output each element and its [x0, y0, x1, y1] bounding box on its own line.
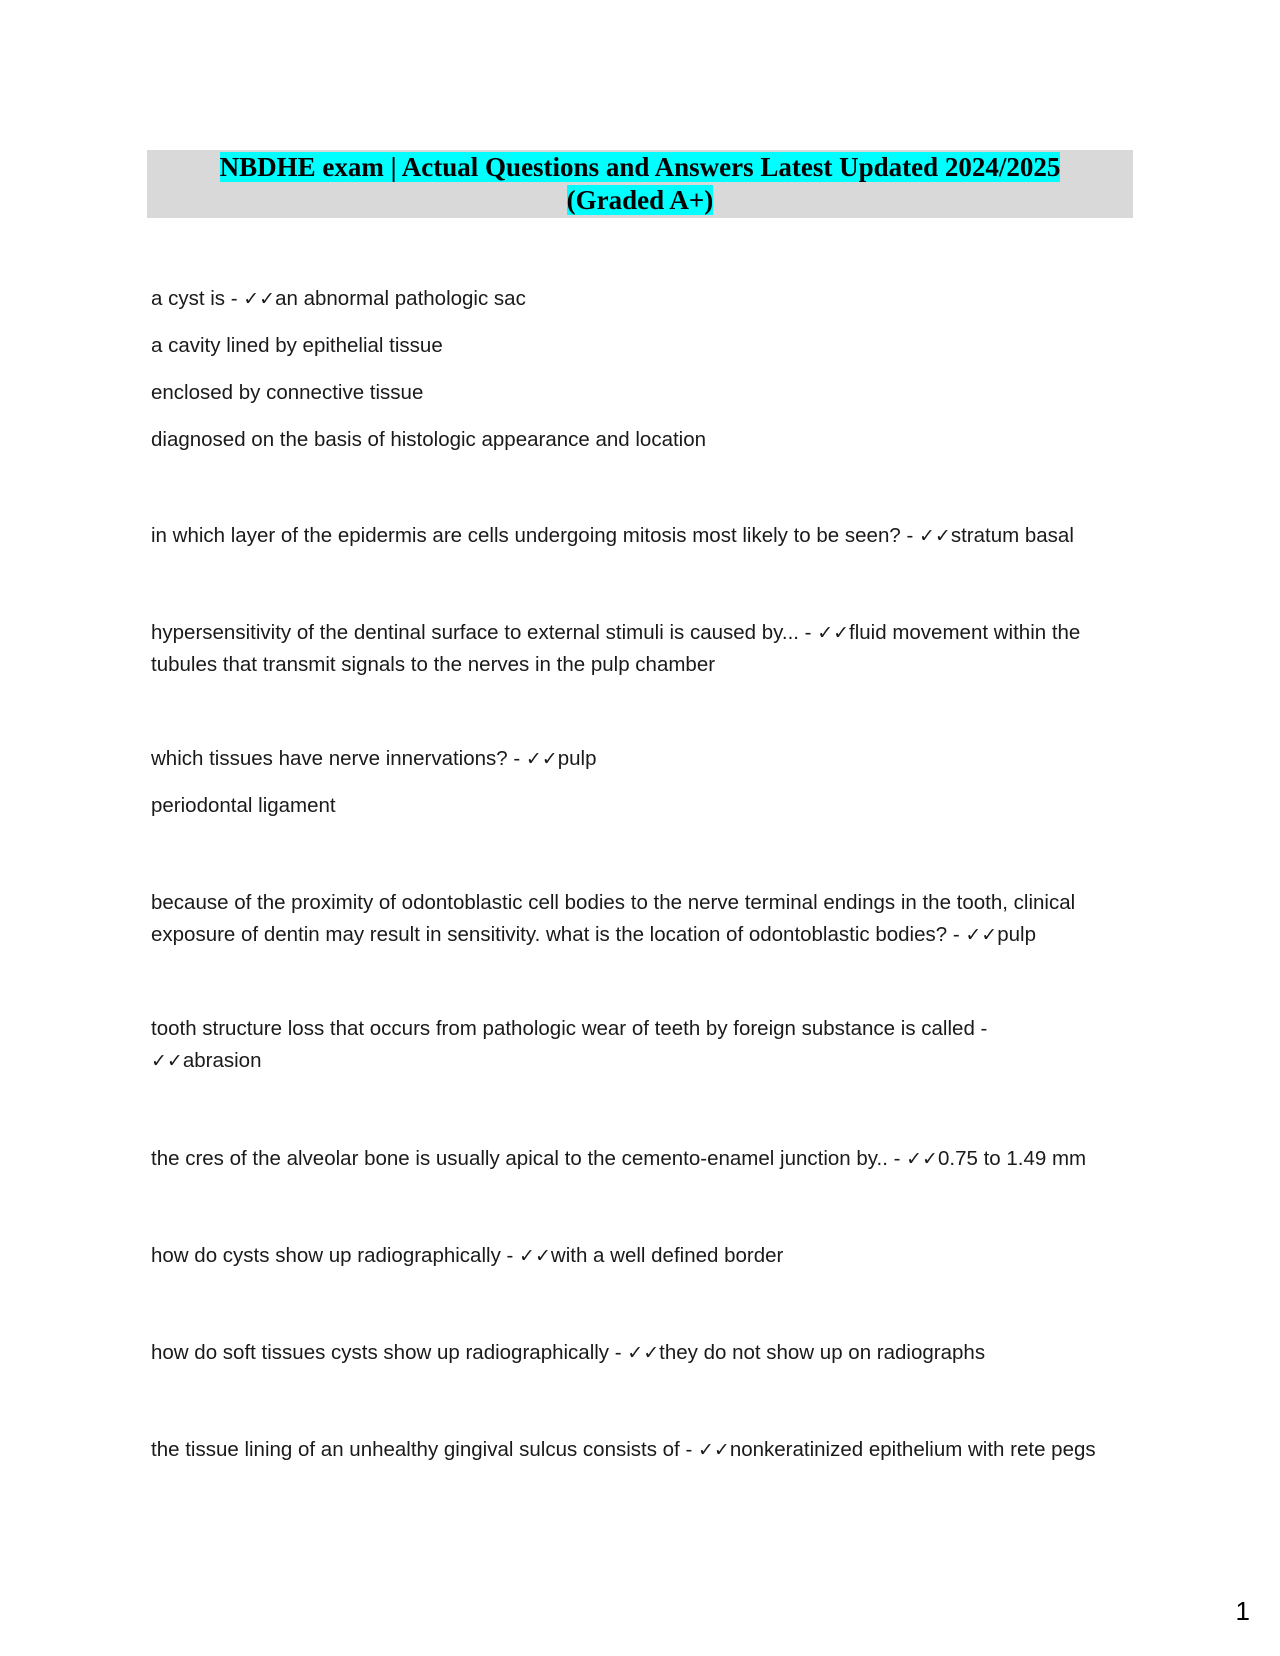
question-text: hypersensitivity of the dentinal surface to external stimuli is caused by... — [151, 621, 799, 644]
double-check-icon: ✓✓ — [918, 525, 951, 547]
separator: - — [609, 1341, 628, 1364]
answer-continuation — [151, 330, 1141, 362]
separator: - — [974, 1017, 988, 1040]
qa-entry — [151, 1434, 1141, 1466]
qa-entry — [151, 520, 1141, 552]
answer-continuation — [151, 790, 1141, 822]
title-line-2: (Graded A+) — [566, 185, 714, 215]
answer-continuation — [151, 424, 1141, 456]
separator: - — [947, 923, 966, 946]
question-text: how do soft tissues cysts show up radiographically — [151, 1341, 610, 1364]
question-text: how do cysts show up radiographically — [151, 1244, 501, 1267]
answer-line: diagnosed on the basis of histologic appearance and location — [151, 428, 707, 451]
separator: - — [500, 1244, 520, 1267]
double-check-icon: ✓✓ — [697, 1439, 730, 1461]
double-check-icon: ✓✓ — [965, 924, 998, 946]
answer-text: with a well defined border — [550, 1244, 784, 1267]
answer-line: periodontal ligament — [151, 794, 336, 817]
separator: - — [225, 287, 244, 310]
answer-text: fluid movement within the tubules that transmit signals to the nerves in the pulp chamber — [151, 621, 1081, 676]
answer-text: pulp — [997, 923, 1036, 946]
separator: - — [507, 747, 526, 770]
answer-text: 0.75 to 1.49 mm — [937, 1147, 1087, 1170]
answer-text: nonkeratinized epithelium with rete pegs — [729, 1438, 1096, 1461]
question-text: the tissue lining of an unhealthy gingival sulcus consists of — [151, 1438, 680, 1461]
answer-line: a cavity lined by epithelial tissue — [151, 334, 443, 357]
answer-text: pulp — [557, 747, 597, 770]
qa-entry — [151, 1337, 1141, 1369]
answer-text: they do not show up on radiographs — [659, 1341, 986, 1364]
qa-entry — [151, 743, 1141, 775]
answer-line: enclosed by connective tissue — [151, 381, 424, 404]
question-text: tooth structure loss that occurs from pathologic wear of teeth by foreign substance is called — [151, 1017, 975, 1040]
answer-text: an abnormal pathologic sac — [275, 287, 526, 310]
double-check-icon: ✓✓ — [817, 622, 850, 644]
question-text: because of the proximity of odontoblastic cell bodies to the nerve terminal endings in the tooth, clinical exposure of dentin may result in sensitivity. what is the location of odontoblastic bodies? — [151, 891, 1076, 946]
page-number: 1 — [1235, 1596, 1250, 1626]
question-text: a cyst is — [151, 287, 226, 310]
title-line-1: NBDHE exam | Actual Questions and Answers Latest Updated 2024/2025 — [219, 152, 1061, 182]
double-check-icon: ✓✓ — [519, 1245, 551, 1267]
separator: - — [900, 524, 919, 547]
qa-entry — [151, 1143, 1141, 1175]
answer-continuation — [151, 377, 1141, 409]
double-check-icon: ✓✓ — [243, 288, 276, 310]
separator: - — [798, 621, 818, 644]
qa-entry — [151, 617, 1141, 681]
double-check-icon: ✓✓ — [906, 1148, 938, 1170]
document-title — [147, 150, 1133, 218]
qa-entry — [151, 283, 1141, 315]
question-text: the cres of the alveolar bone is usually apical to the cemento-enamel junction by.. — [151, 1147, 888, 1170]
answer-text: stratum basal — [950, 524, 1074, 547]
question-text: which tissues have nerve innervations? — [151, 747, 508, 770]
double-check-icon: ✓✓ — [151, 1050, 183, 1072]
qa-entry — [151, 887, 1141, 951]
double-check-icon: ✓✓ — [627, 1342, 660, 1364]
separator: - — [679, 1438, 698, 1461]
question-text: in which layer of the epidermis are cells undergoing mitosis most likely to be seen? — [151, 524, 901, 547]
separator: - — [887, 1147, 907, 1170]
double-check-icon: ✓✓ — [525, 748, 558, 770]
qa-entry — [151, 1240, 1141, 1272]
answer-text: abrasion — [182, 1049, 262, 1072]
qa-entry — [151, 1013, 1141, 1077]
